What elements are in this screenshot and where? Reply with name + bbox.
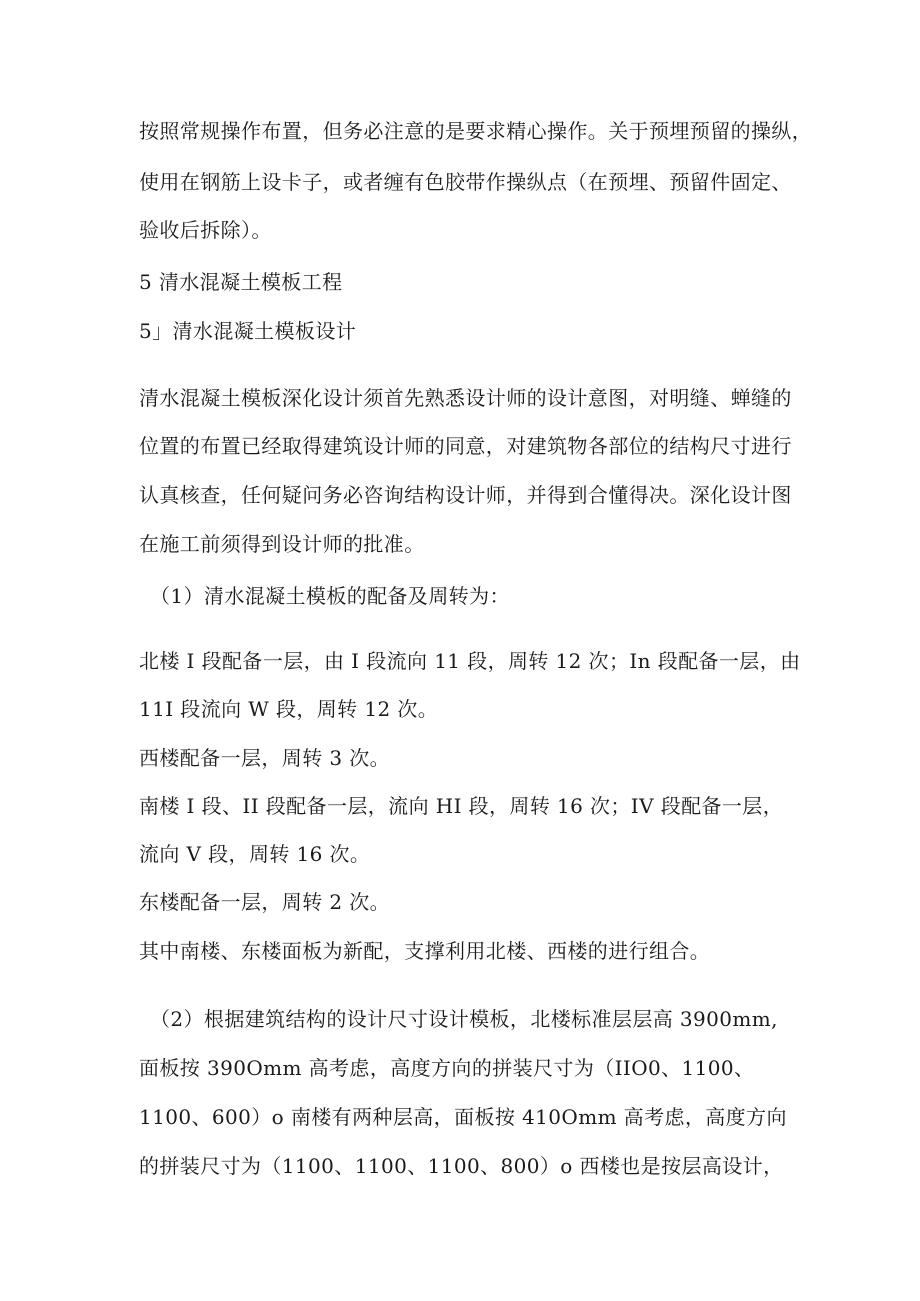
item-1-line-3: 西楼配备一层，周转 3 次。 <box>139 746 391 770</box>
item-1-line-7: 其中南楼、东楼面板为新配，支撑利用北楼、西楼的进行组合。 <box>139 939 711 963</box>
paragraph-2-line-1: 清水混凝土模板深化设计须首先熟悉设计师的设计意图，对明缝、蝉缝的 <box>139 386 792 410</box>
paragraph-1-line-3: 验收后拆除）。 <box>139 218 272 242</box>
item-1-line-6: 东楼配备一层，周转 2 次。 <box>139 890 391 914</box>
paragraph-1-line-1: 按照常规操作布置，但务必注意的是要求精心操作。关于预埋预留的操纵， <box>139 119 813 143</box>
item-2-line-3: 1100、600）o 南楼有两种层高，面板按 410Omm 高考虑，高度方向 <box>139 1105 787 1129</box>
subsection-heading: 5」清水混凝土模板设计 <box>139 319 357 343</box>
item-1-title: （1）清水混凝土模板的配备及周转为： <box>150 584 510 608</box>
paragraph-2-line-4: 在施工前须得到设计师的批准。 <box>139 532 425 556</box>
paragraph-1-line-2: 使用在钢筋上设卡子，或者缠有色胶带作操纵点（在预埋、预留件固定、 <box>139 170 792 194</box>
item-2-line-4: 的拼装尺寸为（1100、1100、1100、800）o 西楼也是按层高设计， <box>139 1154 784 1178</box>
item-1-line-5: 流向 V 段，周转 16 次。 <box>139 842 371 866</box>
paragraph-2-line-3: 认真核查，任何疑问务必咨询结构设计师，并得到合懂得决。深化设计图 <box>139 483 792 507</box>
item-1-line-1: 北楼 I 段配备一层，由 I 段流向 11 段，周转 12 次；In 段配备一层，由 <box>139 649 801 673</box>
item-1-line-2: 11I 段流向 W 段，周转 12 次。 <box>139 697 439 721</box>
item-1-line-4: 南楼 I 段、II 段配备一层，流向 HI 段，周转 16 次；IV 段配备一层， <box>139 794 784 818</box>
item-2-line-1: （2）根据建筑结构的设计尺寸设计模板，北楼标准层层高 3900mm, <box>150 1007 778 1031</box>
paragraph-2-line-2: 位置的布置已经取得建筑设计师的同意，对建筑物各部位的结构尺寸进行 <box>139 434 792 458</box>
item-2-line-2: 面板按 390Omm 高考虑，高度方向的拼装尺寸为（IIO0、1100、 <box>139 1056 755 1080</box>
section-heading: 5 清水混凝土模板工程 <box>139 270 343 294</box>
